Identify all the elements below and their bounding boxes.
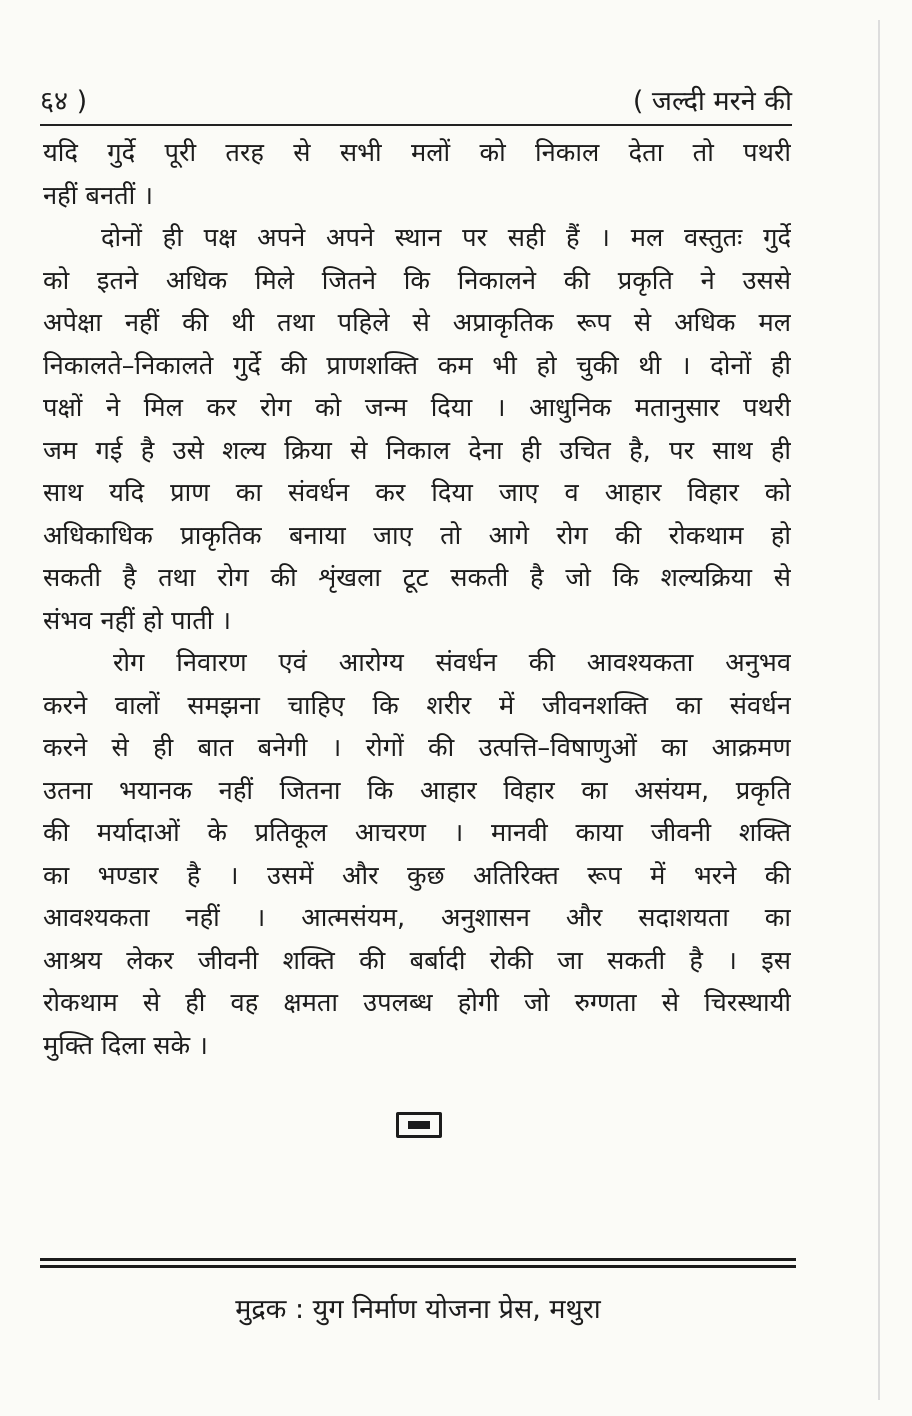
text-line: को इतने अधिक मिले जितने कि निकालने की प्रकृति ने उससे bbox=[43, 265, 791, 296]
text-line: यदि गुर्दे पूरी तरह से सभी मलों को निकाल देता तो पथरी bbox=[43, 138, 791, 168]
text-line: उतना भयानक नहीं जितना कि आहार विहार का असंयम, प्रकृति bbox=[43, 775, 791, 806]
running-title: ( जल्दी मरने की bbox=[632, 86, 792, 117]
footer-rule-bottom bbox=[40, 1265, 796, 1268]
text-line: रोकथाम से ही वह क्षमता उपलब्ध होगी जो रुग्णता से चिरस्थायी bbox=[43, 988, 791, 1018]
text-line: पक्षों ने मिल कर रोग को जन्म दिया । आधुनिक मतानुसार पथरी bbox=[43, 393, 791, 423]
text-line: आवश्यकता नहीं । आत्मसंयम, अनुशासन और सदाशयता का bbox=[43, 903, 791, 933]
text-line: मुक्ति दिला सके । bbox=[43, 1030, 208, 1061]
text-line: आश्रय लेकर जीवनी शक्ति की बर्बादी रोकी जा सकती है । इस bbox=[43, 945, 791, 976]
text-line: का भण्डार है । उसमें और कुछ अतिरिक्त रूप में भरने की bbox=[43, 860, 791, 891]
page-number: ६४ ) bbox=[40, 86, 88, 117]
page-edge-line bbox=[878, 20, 880, 1400]
section-end-mark bbox=[396, 1112, 442, 1138]
text-line: दोनों ही पक्ष अपने अपने स्थान पर सही हैं । मल वस्तुतः गुर्दे bbox=[101, 223, 791, 253]
text-line: साथ यदि प्राण का संवर्धन कर दिया जाए व आहार विहार को bbox=[43, 478, 791, 508]
text-line: अधिकाधिक प्राकृतिक बनाया जाए तो आगे रोग की रोकथाम हो bbox=[43, 520, 791, 551]
text-line: की मर्यादाओं के प्रतिकूल आचरण । मानवी काया जीवनी शक्ति bbox=[43, 818, 791, 848]
body-text bbox=[43, 132, 791, 1067]
text-line: अपेक्षा नहीं की थी तथा पहिले से अप्राकृतिक रूप से अधिक मल bbox=[43, 308, 791, 338]
text-line: निकालते–निकालते गुर्दे की प्राणशक्ति कम भी हो चुकी थी । दोनों ही bbox=[43, 350, 791, 381]
end-mark-bar bbox=[408, 1121, 430, 1129]
text-line: करने से ही बात बनेगी । रोगों की उत्पत्ति–विषाणुओं का आक्रमण bbox=[43, 733, 791, 763]
text-line: संभव नहीं हो पाती । bbox=[43, 605, 232, 636]
page-header bbox=[40, 84, 792, 124]
footer-rule-top bbox=[40, 1258, 796, 1261]
header-rule bbox=[40, 124, 792, 126]
printer-credit: मुद्रक : युग निर्माण योजना प्रेस, मथुरा bbox=[235, 1294, 601, 1325]
paragraph-2 bbox=[43, 217, 791, 642]
text-line: सकती है तथा रोग की शृंखला टूट सकती है जो कि शल्यक्रिया से bbox=[43, 563, 791, 593]
paragraph-1 bbox=[43, 132, 791, 217]
text-line: नहीं बनतीं । bbox=[43, 180, 154, 211]
text-line: करने वालों समझना चाहिए कि शरीर में जीवनशक्ति का संवर्धन bbox=[43, 690, 791, 721]
text-line: जम गई है उसे शल्य क्रिया से निकाल देना ही उचित है, पर साथ ही bbox=[43, 435, 791, 466]
text-line: रोग निवारण एवं आरोग्य संवर्धन की आवश्यकता अनुभव bbox=[113, 648, 791, 678]
paragraph-3 bbox=[43, 642, 791, 1067]
